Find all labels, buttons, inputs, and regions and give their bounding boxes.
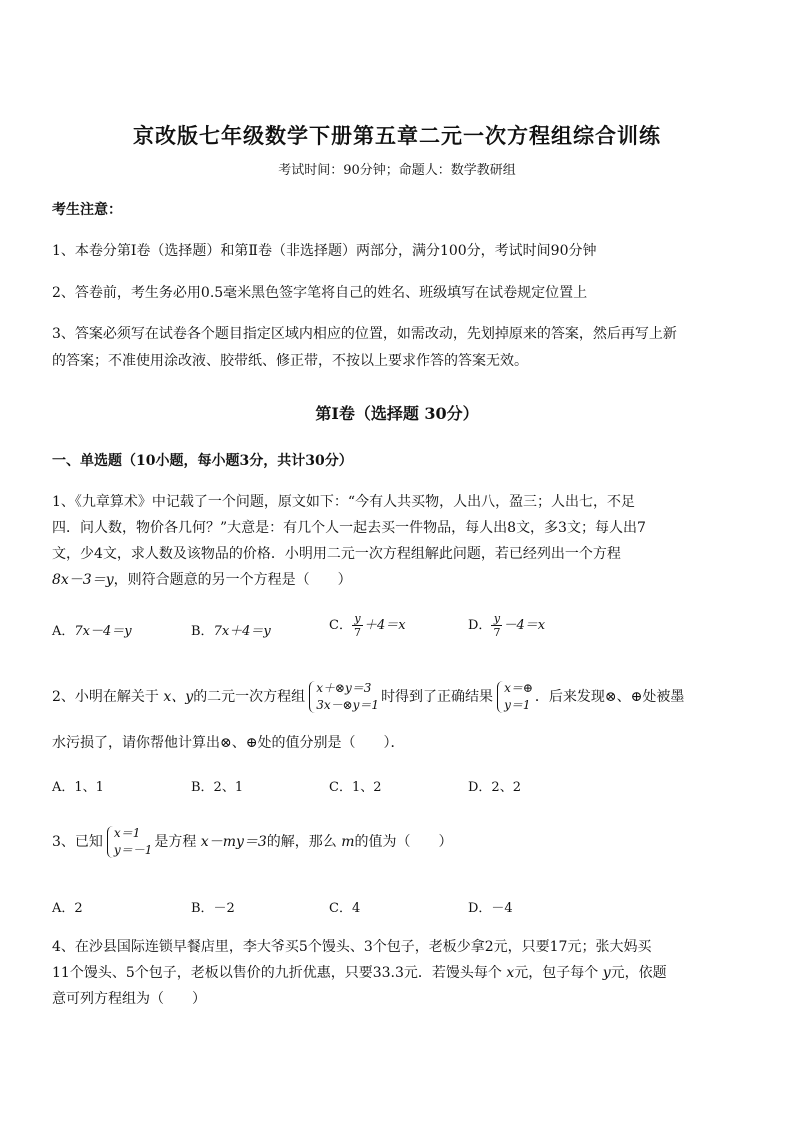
q2-result-system: [495, 680, 533, 714]
notes-heading: 考生注意：: [52, 202, 122, 218]
q1-option-a[interactable]: [52, 620, 132, 639]
fraction: [491, 612, 502, 639]
q3-option-b[interactable]: B．－2: [191, 901, 235, 916]
q1-given-equation: 8x－3＝y: [52, 572, 114, 588]
system-row-1: x＝⊕: [504, 681, 533, 695]
q3-text-2: 是方程: [154, 834, 197, 850]
q4-text-1: 11个馒头、5个包子，老板以售价的九折优惠，只要33.3元．若馒头每个: [52, 965, 502, 981]
note-2: 2、答卷前，考生务必用0.5毫米黑色签字笔将自己的姓名、班级填写在试卷规定位置上: [52, 285, 588, 301]
q4-line-2: [52, 963, 667, 983]
q4-variable-y: y: [602, 965, 611, 981]
system-row-1: x＋⊗y＝3: [316, 681, 372, 695]
q2-text-1: 2、小明在解关于: [52, 689, 159, 705]
option-a-equation: 7x－4＝y: [74, 624, 132, 639]
option-label: D．: [468, 618, 492, 633]
q2-text-4: ．后来发现⊗、⊕处被墨: [534, 689, 685, 705]
q4-variable-x: x: [506, 965, 515, 981]
q1-line-1: 1、《九章算术》中记载了一个问题，原文如下：“今有人共买物，人出八，盈三；人出七，不足: [52, 494, 636, 510]
section-title: 第Ⅰ卷（选择题 30分）: [315, 404, 479, 423]
q1-option-c[interactable]: [329, 612, 406, 639]
q1-line-4-tail: ，则符合题意的另一个方程是（ ）: [113, 572, 352, 588]
q3-equation: x－my＝3: [200, 834, 267, 850]
fraction-denominator: 7: [353, 626, 361, 639]
note-3-line-2: 的答案；不准使用涂改液、胶带纸、修正带，不按以上要求作答的答案无效。: [52, 353, 528, 369]
q1-line-3: 文，少4文，求人数及该物品的价格．小明用二元一次方程组解此问题，若已经列出一个方程: [52, 546, 621, 562]
note-1: 1、本卷分第Ⅰ卷（选择题）和第Ⅱ卷（非选择题）两部分，满分100分，考试时间90分钟: [52, 243, 597, 259]
q1-line-2: 四．问人数，物价各几何？”大意是：有几个人一起去买一件物品，每人出8文，多3文；每人出7: [52, 520, 646, 536]
q2-option-b[interactable]: B．2、1: [191, 780, 244, 795]
q4-line-1: 4、在沙县国际连锁早餐店里，李大爷买5个馒头、3个包子，老板少拿2元，只要17元；张大妈买: [52, 939, 652, 955]
q2-line-1: [52, 680, 684, 714]
q3-line-1: [52, 825, 453, 859]
option-label: C．: [329, 618, 352, 633]
q4-text-3: 元，依题: [610, 965, 667, 981]
q3-text-3: 的解，那么: [266, 834, 337, 850]
q3-option-c[interactable]: C．4: [329, 901, 361, 916]
system-row-2: y＝1: [504, 698, 531, 712]
option-b-equation: 7x＋4＝y: [213, 624, 271, 639]
q3-variable-m: m: [341, 834, 355, 850]
q3-solution-system: [105, 825, 152, 859]
fraction-denominator: 7: [493, 626, 501, 639]
q3-option-a[interactable]: A．2: [52, 901, 83, 916]
fraction-numerator: y: [491, 612, 502, 626]
option-label: B．: [191, 624, 214, 639]
q2-option-c[interactable]: C．1、2: [329, 780, 382, 795]
part-heading: 一、单选题（10小题，每小题3分，共计30分）: [52, 453, 353, 469]
q4-line-3: 意可列方程组为（ ）: [52, 991, 206, 1007]
system-row-2: y＝－1: [113, 843, 153, 857]
option-label: A．: [52, 624, 75, 639]
option-c-tail: ＋4＝x: [363, 618, 406, 633]
q2-option-d[interactable]: D．2、2: [468, 780, 521, 795]
q4-text-2: 元，包子每个: [514, 965, 599, 981]
note-3-line-1: 3、答案必须写在试卷各个题目指定区域内相应的位置，如需改动，先划掉原来的答案，然后再写上新: [52, 326, 677, 342]
page-title: 京改版七年级数学下册第五章二元一次方程组综合训练: [133, 123, 661, 148]
q2-variables: x、y: [163, 689, 194, 705]
q2-text-2: 的二元一次方程组: [193, 689, 306, 705]
fraction: [352, 612, 363, 639]
q2-equation-system: [307, 680, 379, 714]
q3-option-d[interactable]: D．－4: [468, 901, 513, 916]
option-d-tail: －4＝x: [503, 618, 546, 633]
exam-info: 考试时间：90分钟；命题人：数学教研组: [278, 163, 516, 178]
q1-option-d[interactable]: [468, 612, 545, 639]
q2-text-3: 时得到了正确结果: [381, 689, 494, 705]
system-row-2: 3x－⊗y＝1: [316, 698, 380, 712]
q2-option-a[interactable]: A．1、1: [52, 780, 104, 795]
q3-text-4: 的值为（ ）: [354, 834, 453, 850]
system-row-1: x＝1: [113, 826, 141, 840]
fraction-numerator: y: [352, 612, 363, 626]
q1-option-b[interactable]: [191, 620, 271, 639]
q1-line-4: [52, 570, 352, 590]
q2-line-2: 水污损了，请你帮他计算出⊗、⊕处的值分别是（ ）．: [52, 735, 405, 751]
q3-text-1: 3、已知: [52, 834, 103, 850]
